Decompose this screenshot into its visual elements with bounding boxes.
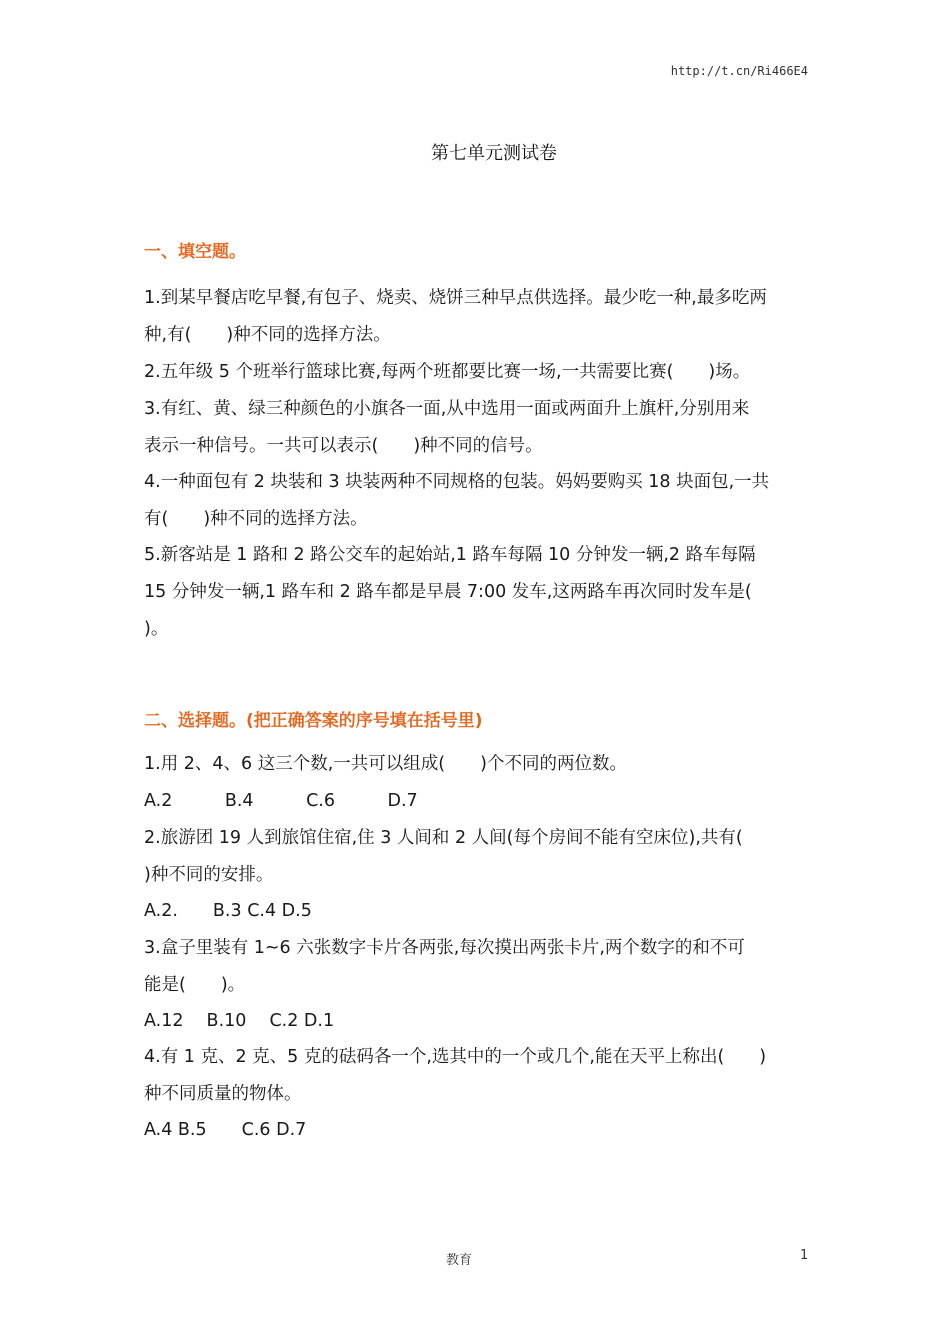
question-2-3-options: A.12 B.10 C.2 D.1 — [144, 1011, 335, 1031]
question-1-4 — [144, 464, 810, 538]
question-2-2 — [144, 820, 810, 894]
question-line: 2.五年级 5 个班举行篮球比赛,每两个班都要比赛一场,一共需要比赛( )场。 — [144, 362, 751, 382]
page-title: 第七单元测试卷 — [431, 143, 557, 164]
question-line: 15 分钟发一辆,1 路车和 2 路车都是早晨 7:00 发车,这两路车再次同时发车是( — [144, 582, 752, 602]
question-line: 有( )种不同的选择方法。 — [144, 509, 368, 529]
header-url: http://t.cn/Ri466E4 — [670, 64, 808, 78]
question-2-1 — [144, 746, 810, 783]
question-1-5 — [144, 537, 810, 648]
page-number: 1 — [800, 1248, 809, 1263]
question-line: 能是( )。 — [144, 975, 246, 995]
question-2-2-options: A.2. B.3 C.4 D.5 — [144, 901, 312, 921]
question-1-2 — [144, 354, 810, 391]
question-1-1 — [144, 280, 810, 354]
question-line: 4.有 1 克、2 克、5 克的砝码各一个,选其中的一个或几个,能在天平上称出( ) — [144, 1047, 767, 1067]
question-line: 3.有红、黄、绿三种颜色的小旗各一面,从中选用一面或两面升上旗杆,分别用来 — [144, 399, 750, 419]
question-line: 1.到某早餐店吃早餐,有包子、烧卖、烧饼三种早点供选择。最少吃一种,最多吃两 — [144, 288, 767, 308]
section-heading-multiple-choice: 二、选择题。(把正确答案的序号填在括号里) — [144, 711, 483, 731]
question-1-3 — [144, 391, 810, 465]
question-2-4 — [144, 1039, 810, 1113]
question-line: 种不同质量的物体。 — [144, 1084, 302, 1104]
footer-label: 教育 — [445, 1253, 472, 1268]
question-line: )。 — [144, 619, 169, 639]
question-line: 种,有( )种不同的选择方法。 — [144, 325, 391, 345]
question-line: 3.盒子里装有 1~6 六张数字卡片各两张,每次摸出两张卡片,两个数字的和不可 — [144, 938, 745, 958]
section-heading-fill-blank: 一、填空题。 — [144, 242, 246, 262]
question-line: )种不同的安排。 — [144, 865, 274, 885]
question-2-4-options: A.4 B.5 C.6 D.7 — [144, 1120, 307, 1140]
question-line: 2.旅游团 19 人到旅馆住宿,住 3 人间和 2 人间(每个房间不能有空床位),共有( — [144, 828, 743, 848]
question-2-3 — [144, 930, 810, 1004]
question-line: 表示一种信号。一共可以表示( )种不同的信号。 — [144, 436, 543, 456]
question-line: 4.一种面包有 2 块装和 3 块装两种不同规格的包装。妈妈要购买 18 块面包,一共 — [144, 472, 770, 492]
question-line: 5.新客站是 1 路和 2 路公交车的起始站,1 路车每隔 10 分钟发一辆,2 路车每隔 — [144, 545, 756, 565]
question-line: 1.用 2、4、6 这三个数,一共可以组成( )个不同的两位数。 — [144, 754, 627, 774]
question-2-1-options: A.2 B.4 C.6 D.7 — [144, 791, 418, 811]
